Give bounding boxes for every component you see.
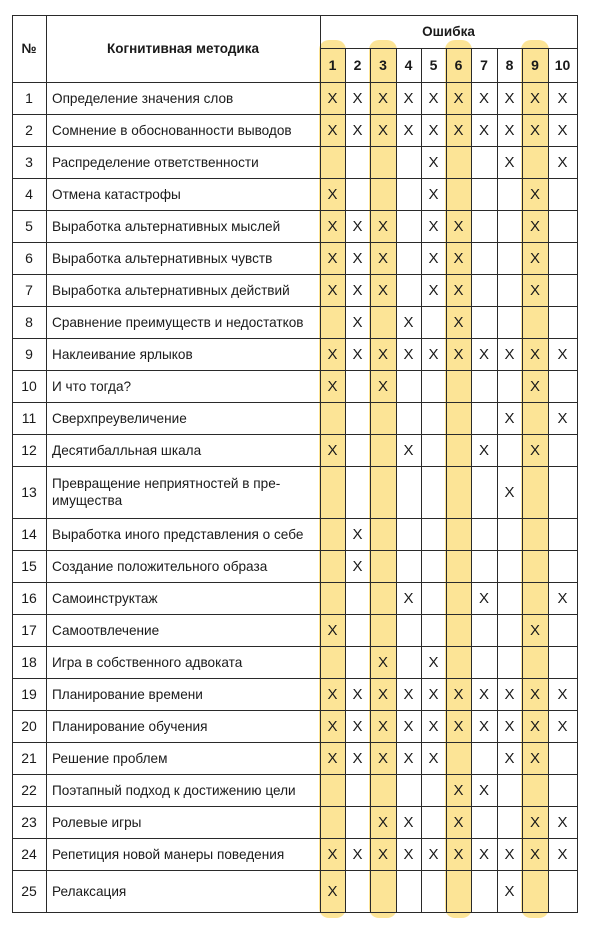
mark-x: X [504,685,515,703]
mark-x: X [428,749,439,767]
header-method: Когнитивная методика [106,41,259,56]
mark-x: X [529,441,540,459]
error-column-9: 9 [531,57,539,73]
mark-x: X [453,345,464,363]
mark-x: X [428,249,439,267]
mark-x: X [478,845,489,863]
mark-x: X [557,409,568,427]
mark-x: X [352,845,363,863]
mark-x: X [557,845,568,863]
mark-x: X [377,249,388,267]
mark-x: X [327,441,338,459]
mark-x: X [453,813,464,831]
error-column-5: 5 [429,57,438,73]
method-name: Определение значения слов [52,90,234,106]
mark-x: X [428,345,439,363]
column-highlight-1 [319,40,346,918]
method-name: Распределение ответственности [52,154,259,170]
grid-line-vertical [577,15,578,913]
mark-x: X [352,717,363,735]
method-name: Самоинструктаж [52,590,158,606]
row-number: 7 [25,282,33,298]
method-name: Наклеивание ярлыков [52,346,193,362]
row-number: 3 [25,154,33,170]
mark-x: X [529,813,540,831]
row-number: 15 [21,558,37,574]
mark-x: X [352,313,363,331]
mark-x: X [327,685,338,703]
mark-x: X [504,717,515,735]
error-column-7: 7 [480,57,488,73]
row-number: 11 [21,410,37,426]
mark-x: X [403,685,414,703]
row-number: 24 [21,846,37,862]
mark-x: X [327,882,338,900]
mark-x: X [453,685,464,703]
row-number: 9 [25,346,33,362]
mark-x: X [352,121,363,139]
mark-x: X [377,217,388,235]
grid-line-vertical [345,48,346,913]
mark-x: X [327,249,338,267]
mark-x: X [352,89,363,107]
row-number: 19 [21,686,37,702]
mark-x: X [453,89,464,107]
mark-x: X [529,621,540,639]
mark-x: X [504,345,515,363]
mark-x: X [327,345,338,363]
mark-x: X [557,813,568,831]
row-number: 18 [21,654,37,670]
mark-x: X [403,717,414,735]
mark-x: X [529,249,540,267]
mark-x: X [352,685,363,703]
mark-x: X [557,121,568,139]
mark-x: X [557,685,568,703]
mark-x: X [327,281,338,299]
mark-x: X [504,121,515,139]
mark-x: X [428,121,439,139]
header-error: Ошибка [422,24,475,39]
method-name: Выработка иного представления о себе [52,526,304,542]
mark-x: X [529,89,540,107]
grid-line-vertical [396,48,397,913]
mark-x: X [377,749,388,767]
grid-line-vertical [370,48,371,913]
mark-x: X [327,717,338,735]
error-column-2: 2 [353,57,362,73]
row-number: 16 [21,590,37,606]
row-number: 5 [25,218,33,234]
mark-x: X [529,345,540,363]
mark-x: X [453,121,464,139]
method-name: Решение проблем [52,750,168,766]
mark-x: X [478,781,489,799]
mark-x: X [557,717,568,735]
header-num: № [21,41,37,56]
mark-x: X [529,749,540,767]
error-column-10: 10 [554,57,571,73]
mark-x: X [529,185,540,203]
mark-x: X [478,89,489,107]
row-number: 17 [21,622,37,638]
mark-x: X [352,557,363,575]
row-number: 10 [21,378,37,394]
mark-x: X [453,281,464,299]
mark-x: X [557,345,568,363]
mark-x: X [529,845,540,863]
method-name: Ролевые игры [52,814,142,830]
method-name: Создание положительного образа [52,558,268,574]
mark-x: X [428,717,439,735]
mark-x: X [557,153,568,171]
mark-x: X [478,717,489,735]
mark-x: X [453,717,464,735]
row-number: 12 [21,442,37,458]
mark-x: X [453,217,464,235]
row-number: 1 [25,90,33,106]
mark-x: X [377,813,388,831]
mark-x: X [453,249,464,267]
mark-x: X [453,781,464,799]
row-number: 13 [21,484,37,500]
error-column-1: 1 [328,57,337,73]
mark-x: X [352,749,363,767]
mark-x: X [557,589,568,607]
row-number: 8 [25,314,33,330]
method-name: Игра в собственного адвоката [52,654,243,670]
mark-x: X [529,281,540,299]
mark-x: X [403,441,414,459]
mark-x: X [403,813,414,831]
mark-x: X [377,717,388,735]
mark-x: X [529,377,540,395]
mark-x: X [352,345,363,363]
mark-x: X [327,845,338,863]
column-highlight-9 [521,40,549,918]
method-name: Планирование времени [52,686,203,702]
mark-x: X [403,121,414,139]
mark-x: X [377,653,388,671]
method-name: Самоотвлечение [52,622,160,638]
error-column-3: 3 [379,57,387,73]
row-number: 25 [21,883,37,899]
row-number: 20 [21,718,37,734]
method-name: Сверхпреувеличение [52,410,187,426]
mark-x: X [504,845,515,863]
mark-x: X [529,217,540,235]
mark-x: X [504,882,515,900]
mark-x: X [504,483,515,501]
mark-x: X [403,89,414,107]
mark-x: X [377,685,388,703]
mark-x: X [504,749,515,767]
method-name: Отмена катастрофы [52,186,181,202]
method-name: Превращение неприятностей в пре- имущества [52,476,281,508]
method-name: Релаксация [52,883,127,899]
mark-x: X [377,121,388,139]
mark-x: X [377,281,388,299]
mark-x: X [529,717,540,735]
mark-x: X [453,313,464,331]
mark-x: X [377,845,388,863]
mark-x: X [428,281,439,299]
error-column-4: 4 [404,57,413,73]
mark-x: X [428,153,439,171]
mark-x: X [377,345,388,363]
mark-x: X [377,89,388,107]
mark-x: X [478,121,489,139]
mark-x: X [403,749,414,767]
row-number: 4 [25,186,33,202]
mark-x: X [403,313,414,331]
mark-x: X [403,845,414,863]
mark-x: X [557,89,568,107]
method-name: Выработка альтернативных чувств [52,250,273,266]
mark-x: X [327,185,338,203]
mark-x: X [352,525,363,543]
mark-x: X [327,621,338,639]
mark-x: X [428,845,439,863]
grid-line-horizontal [12,912,577,913]
mark-x: X [478,345,489,363]
row-number: 2 [25,122,33,138]
mark-x: X [529,121,540,139]
row-number: 14 [21,526,37,542]
method-name: Репетиция новой манеры поведения [52,846,285,862]
mark-x: X [453,845,464,863]
mark-x: X [428,217,439,235]
mark-x: X [352,217,363,235]
mark-x: X [403,345,414,363]
mark-x: X [352,249,363,267]
method-name: Выработка альтернативных действий [52,282,290,298]
method-name: Поэтапный подход к достижению цели [52,782,296,798]
mark-x: X [327,377,338,395]
row-number: 23 [21,814,37,830]
mark-x: X [352,281,363,299]
mark-x: X [327,749,338,767]
mark-x: X [327,121,338,139]
mark-x: X [403,589,414,607]
mark-x: X [377,377,388,395]
mark-x: X [504,153,515,171]
mark-x: X [428,685,439,703]
mark-x: X [428,185,439,203]
row-number: 6 [25,250,33,266]
error-column-6: 6 [454,57,463,73]
error-column-8: 8 [505,57,514,73]
method-name: И что тогда? [52,378,132,394]
mark-x: X [478,685,489,703]
mark-x: X [327,89,338,107]
mark-x: X [529,685,540,703]
mark-x: X [327,217,338,235]
mark-x: X [428,89,439,107]
column-highlight-3 [369,40,397,918]
mark-x: X [504,409,515,427]
method-name: Сравнение преимуществ и недостатков [52,314,304,330]
method-name: Десятибалльная шкала [52,442,202,458]
row-number: 21 [21,750,37,766]
method-name: Выработка альтернативных мыслей [52,218,281,234]
method-name: Планирование обучения [52,718,208,734]
row-number: 22 [21,782,37,798]
method-name: Сомнение в обоснованности выводов [52,122,292,138]
mark-x: X [478,441,489,459]
mark-x: X [504,89,515,107]
mark-x: X [478,589,489,607]
mark-x: X [428,653,439,671]
